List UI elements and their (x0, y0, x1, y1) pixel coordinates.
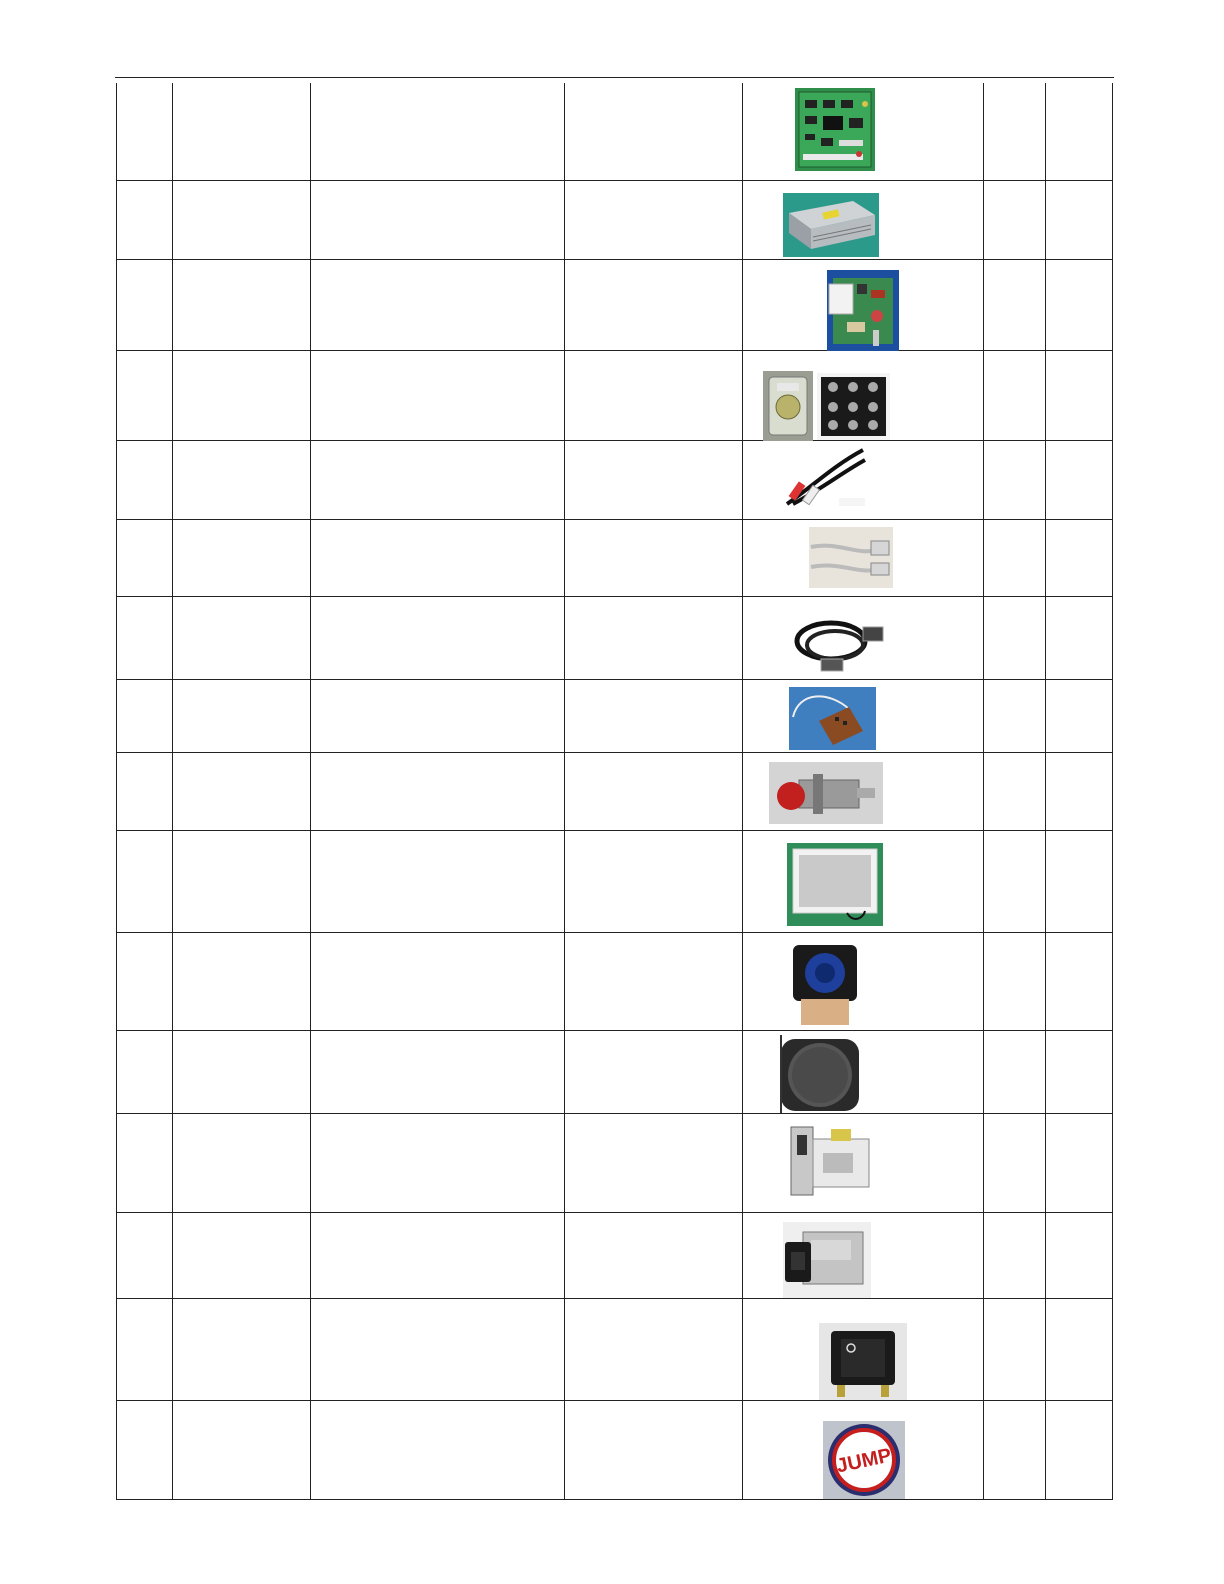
power-inlet-filter-photo (783, 1222, 871, 1298)
cell-part-name (173, 259, 311, 350)
table-row (117, 350, 1113, 440)
cell-qty (984, 519, 1046, 596)
cell-specification (565, 350, 743, 440)
cell-photo (743, 519, 984, 596)
table-row (117, 679, 1113, 752)
table-row (117, 752, 1113, 830)
cell-photo (743, 830, 984, 932)
push-button-photo (769, 762, 883, 824)
cell-no (117, 350, 173, 440)
cell-description (311, 440, 565, 519)
cell-remark (1046, 679, 1113, 752)
cell-part-name (173, 1400, 311, 1499)
cell-remark (1046, 1212, 1113, 1298)
cell-remark (1046, 1113, 1113, 1212)
table-row (117, 1030, 1113, 1113)
cell-photo (743, 932, 984, 1030)
cell-qty (984, 1030, 1046, 1113)
cell-no (117, 1212, 173, 1298)
cell-qty (984, 752, 1046, 830)
cell-part-name (173, 1212, 311, 1298)
cell-remark (1046, 83, 1113, 180)
cell-specification (565, 83, 743, 180)
amplifier-board-photo (827, 270, 899, 351)
cell-part-name (173, 1113, 311, 1212)
cell-specification (565, 1298, 743, 1400)
cell-description (311, 180, 565, 259)
cell-description (311, 752, 565, 830)
table-row (117, 259, 1113, 350)
cell-remark (1046, 752, 1113, 830)
cell-part-name (173, 1298, 311, 1400)
speaker-photo (789, 943, 860, 1026)
cell-photo (743, 1212, 984, 1298)
cell-remark (1046, 350, 1113, 440)
cell-part-name (173, 932, 311, 1030)
table-row (117, 830, 1113, 932)
cell-remark (1046, 932, 1113, 1030)
power-supply-photo (783, 193, 879, 257)
cell-description (311, 679, 565, 752)
cell-part-name (173, 596, 311, 679)
usb-cable-photo (809, 527, 893, 588)
cell-part-name (173, 180, 311, 259)
display-panel-photo (787, 843, 883, 926)
sensor-module-photo (789, 687, 876, 750)
cell-part-name (173, 830, 311, 932)
cell-photo (743, 1030, 984, 1113)
cell-part-name (173, 752, 311, 830)
cell-qty (984, 259, 1046, 350)
cell-specification (565, 1212, 743, 1298)
cell-photo (743, 1113, 984, 1212)
cell-specification (565, 679, 743, 752)
cell-qty (984, 83, 1046, 180)
cell-specification (565, 440, 743, 519)
cell-specification (565, 259, 743, 350)
cell-remark (1046, 1030, 1113, 1113)
cell-part-name (173, 440, 311, 519)
cell-remark (1046, 1298, 1113, 1400)
cell-specification (565, 1400, 743, 1499)
cell-no (117, 1400, 173, 1499)
cell-part-name (173, 350, 311, 440)
cell-no (117, 752, 173, 830)
table-row (117, 1113, 1113, 1212)
cell-photo (743, 1400, 984, 1499)
cell-no (117, 596, 173, 679)
cell-description (311, 1030, 565, 1113)
cell-description (311, 83, 565, 180)
jump-button-photo (823, 1421, 905, 1499)
cell-description (311, 259, 565, 350)
cell-qty (984, 679, 1046, 752)
table-row (117, 596, 1113, 679)
cell-description (311, 1400, 565, 1499)
cell-no (117, 519, 173, 596)
rca-cable-photo (783, 446, 867, 508)
cell-part-name (173, 83, 311, 180)
cell-no (117, 1113, 173, 1212)
cell-photo (743, 350, 984, 440)
cell-specification (565, 1113, 743, 1212)
table-row (117, 1298, 1113, 1400)
cell-qty (984, 440, 1046, 519)
cell-qty (984, 596, 1046, 679)
cell-no (117, 83, 173, 180)
cell-photo (743, 83, 984, 180)
table-row (117, 932, 1113, 1030)
cell-specification (565, 752, 743, 830)
cell-no (117, 440, 173, 519)
cell-remark (1046, 830, 1113, 932)
cell-remark (1046, 180, 1113, 259)
cell-qty (984, 1212, 1046, 1298)
cell-specification (565, 830, 743, 932)
cell-photo (743, 440, 984, 519)
cell-qty (984, 1298, 1046, 1400)
cell-part-name (173, 519, 311, 596)
table-row (117, 180, 1113, 259)
cell-no (117, 1298, 173, 1400)
cell-no (117, 259, 173, 350)
cell-no (117, 679, 173, 752)
cell-description (311, 1113, 565, 1212)
relay-socket-photo (817, 373, 890, 440)
cell-description (311, 830, 565, 932)
cell-description (311, 1298, 565, 1400)
parts-table (116, 83, 1113, 1500)
coin-acceptor-photo (783, 1119, 879, 1204)
cell-remark (1046, 519, 1113, 596)
cell-no (117, 1030, 173, 1113)
cell-description (311, 932, 565, 1030)
cell-photo (743, 1298, 984, 1400)
cell-specification (565, 596, 743, 679)
rocker-switch-photo (819, 1323, 907, 1400)
cell-qty (984, 932, 1046, 1030)
cell-qty (984, 180, 1046, 259)
cell-remark (1046, 259, 1113, 350)
cell-photo (743, 752, 984, 830)
cell-remark (1046, 1400, 1113, 1499)
cell-remark (1046, 596, 1113, 679)
table-row (117, 519, 1113, 596)
cell-specification (565, 180, 743, 259)
header-rule (115, 77, 1114, 78)
cell-no (117, 180, 173, 259)
cell-part-name (173, 1030, 311, 1113)
cell-qty (984, 1400, 1046, 1499)
cell-specification (565, 519, 743, 596)
cell-part-name (173, 679, 311, 752)
cell-qty (984, 830, 1046, 932)
vga-cable-photo (791, 605, 891, 675)
table-row (117, 1400, 1113, 1499)
table-row (117, 83, 1113, 180)
cell-photo (743, 596, 984, 679)
table-row (117, 1212, 1113, 1298)
cell-qty (984, 350, 1046, 440)
cell-specification (565, 932, 743, 1030)
cell-no (117, 932, 173, 1030)
cell-photo (743, 259, 984, 350)
table-row (117, 440, 1113, 519)
cell-remark (1046, 440, 1113, 519)
cell-photo (743, 679, 984, 752)
cell-photo (743, 180, 984, 259)
jump-label: JUMP (834, 1443, 894, 1478)
speaker-grille-photo (779, 1035, 861, 1113)
cell-specification (565, 1030, 743, 1113)
cell-qty (984, 1113, 1046, 1212)
relay-photo (763, 371, 813, 441)
cell-description (311, 519, 565, 596)
cell-description (311, 1212, 565, 1298)
cell-description (311, 596, 565, 679)
cell-no (117, 830, 173, 932)
cell-description (311, 350, 565, 440)
circuit-board-photo (795, 88, 875, 171)
